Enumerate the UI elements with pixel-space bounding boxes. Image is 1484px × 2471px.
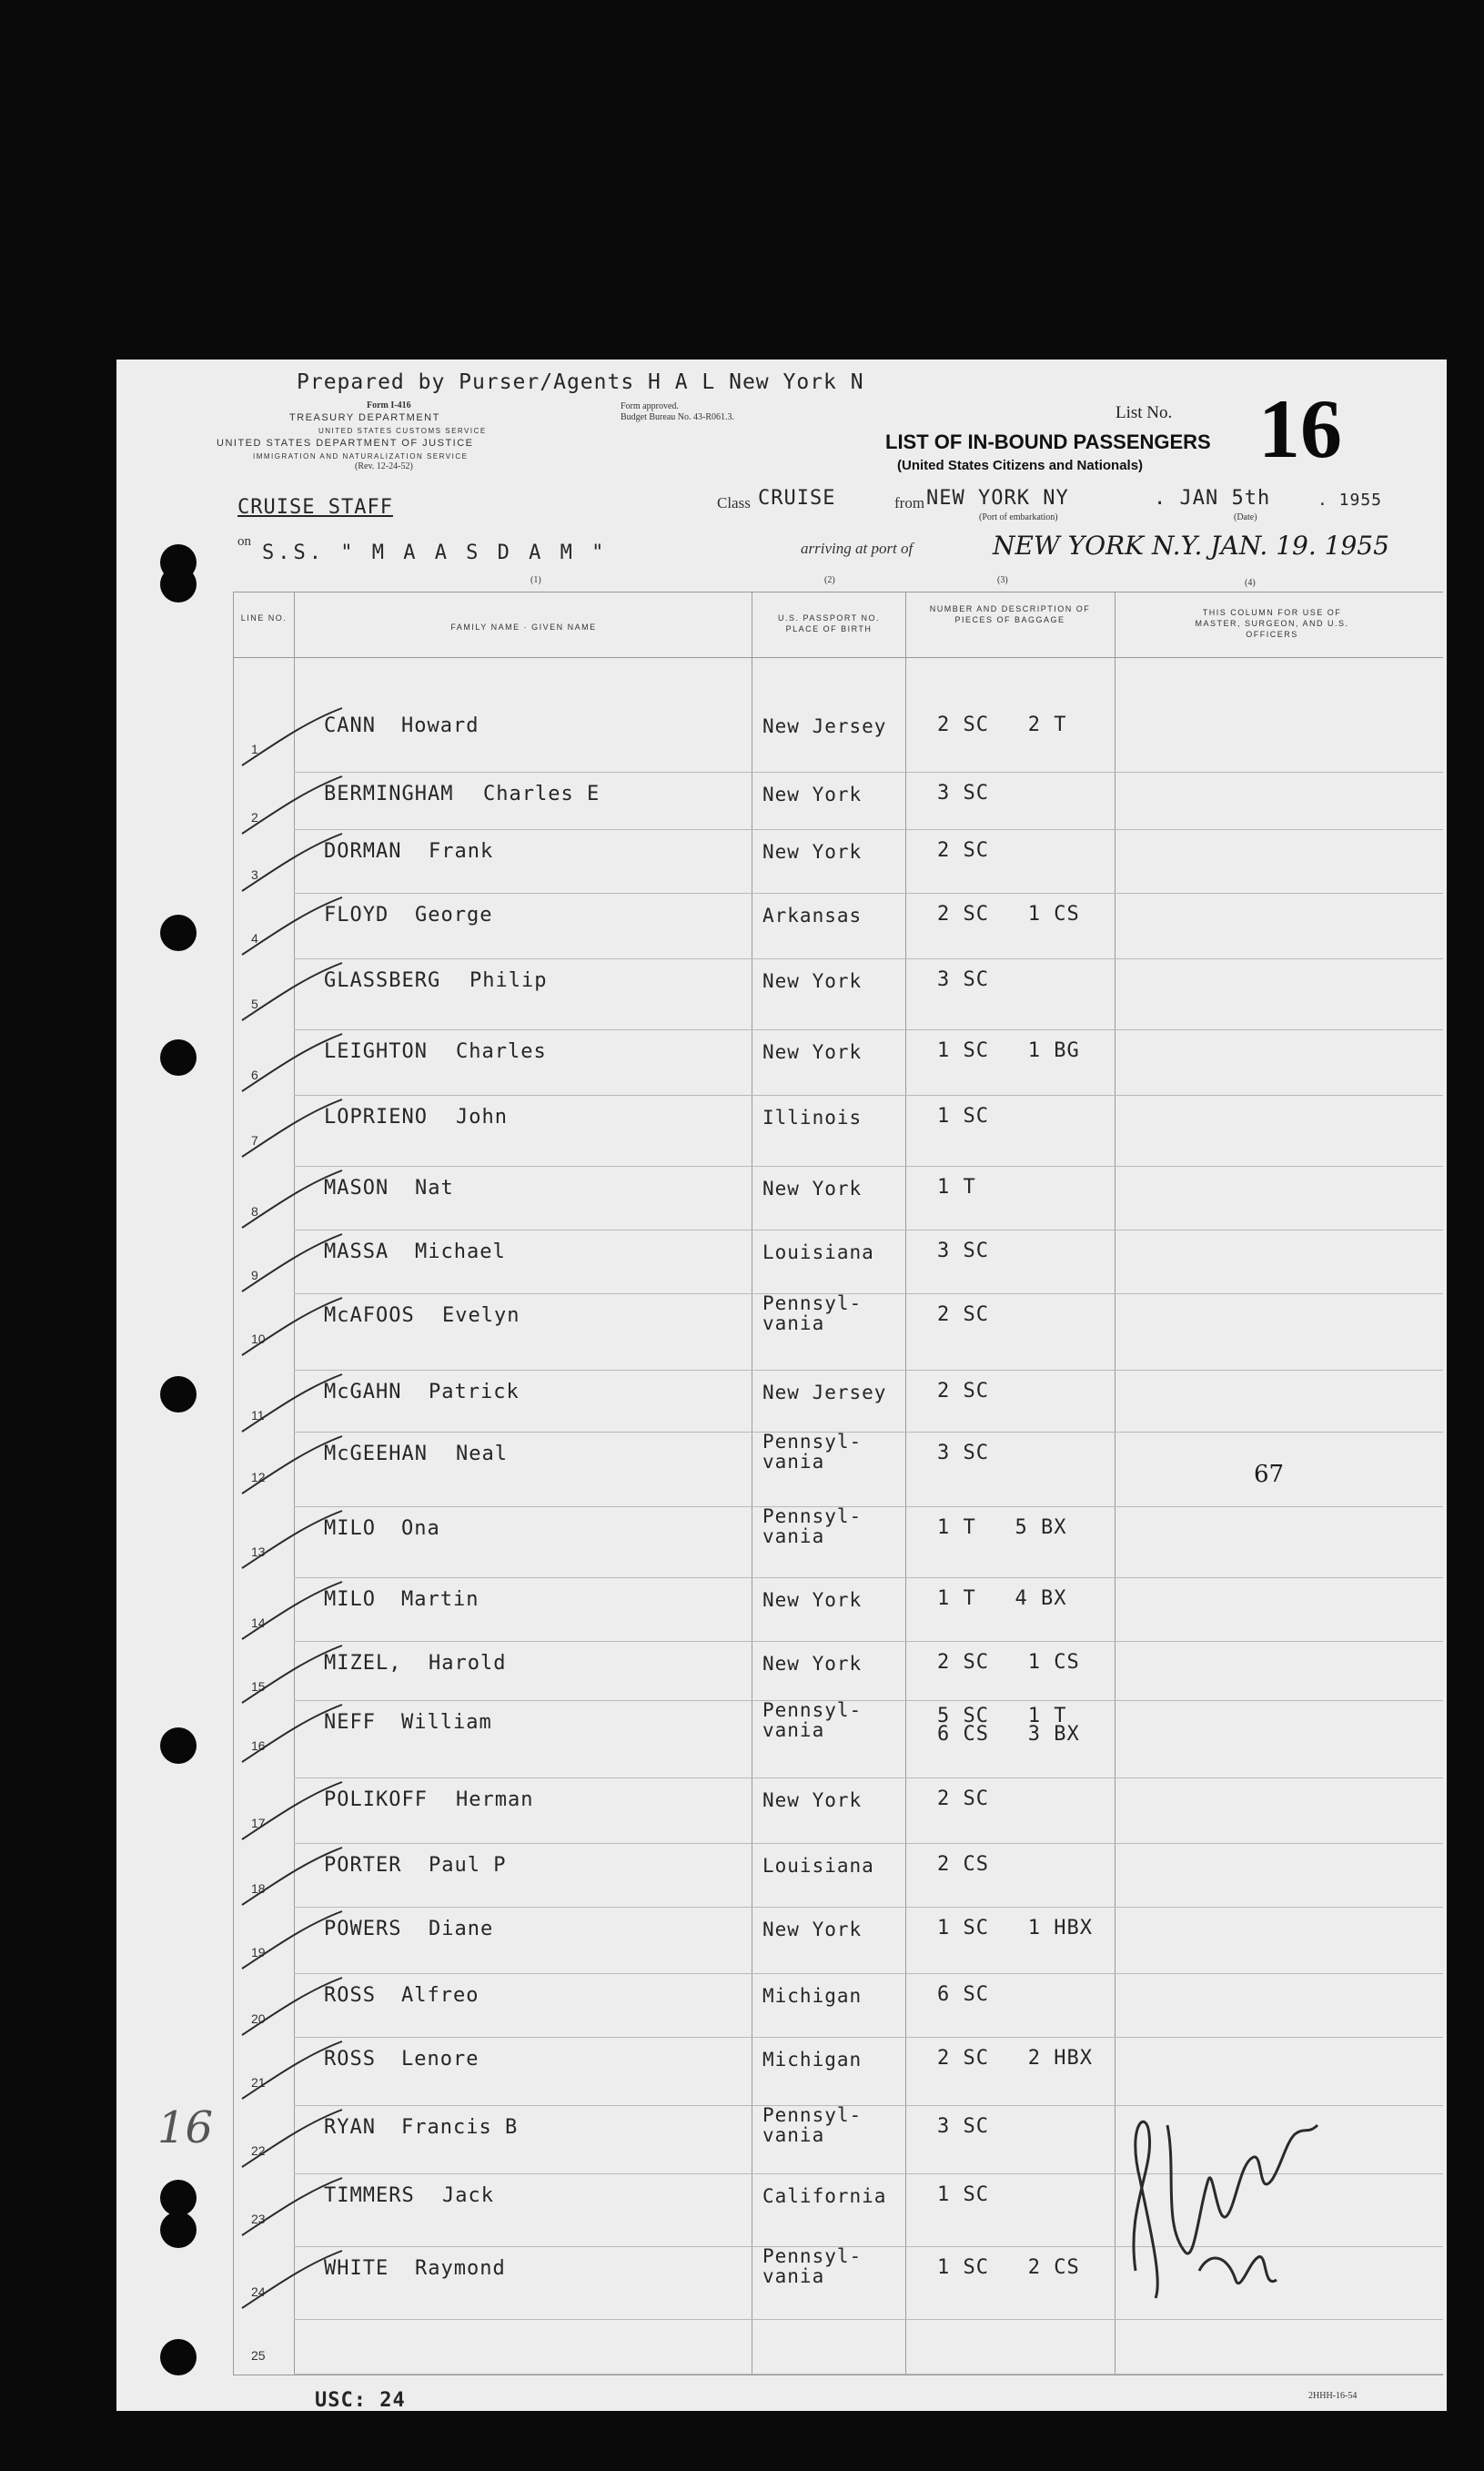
- revision: (Rev. 12-24-52): [355, 461, 413, 471]
- given-name: William: [401, 1711, 492, 1734]
- line-number: 25: [251, 2348, 266, 2363]
- check-mark: [242, 1436, 342, 1494]
- baggage: 2 CS: [937, 1853, 989, 1876]
- check-mark: [242, 963, 342, 1020]
- place-of-birth: Illinois: [762, 1107, 863, 1129]
- customs-service: UNITED STATES CUSTOMS SERVICE: [318, 427, 487, 435]
- check-mark: [242, 2178, 342, 2235]
- place-of-birth: Michigan: [762, 2049, 863, 2071]
- baggage: 2 SC: [937, 839, 989, 862]
- check-mark: [242, 1170, 342, 1228]
- signature: [1099, 2071, 1336, 2316]
- check-mark: [242, 1298, 342, 1355]
- punch-hole: [160, 1727, 197, 1764]
- line-number: 9: [251, 1268, 258, 1282]
- line-number: 17: [251, 1816, 266, 1830]
- officer-mark: 67: [1254, 1461, 1285, 1488]
- line-number: 22: [251, 2143, 266, 2158]
- baggage: 2 SC: [937, 1380, 989, 1403]
- line-number: 20: [251, 2011, 266, 2026]
- given-name: Harold: [429, 1652, 507, 1675]
- ship-prefix: on: [237, 534, 251, 549]
- family-name: McAFOOS: [324, 1304, 415, 1327]
- baggage: 6 SC: [937, 1983, 989, 2006]
- given-name: Diane: [429, 1918, 494, 1940]
- family-name: PORTER: [324, 1854, 402, 1877]
- family-name: MASON: [324, 1177, 389, 1200]
- baggage: 2 SC 1 CS: [937, 903, 1080, 926]
- check-mark: [242, 1234, 342, 1291]
- place-of-birth: New York: [762, 784, 863, 805]
- given-name: Michael: [415, 1241, 506, 1263]
- family-name: ROSS: [324, 2048, 376, 2071]
- place-of-birth: Pennsyl- vania: [762, 1699, 863, 1741]
- line-number: 5: [251, 997, 258, 1011]
- given-name: Jack: [442, 2184, 494, 2207]
- cruise-staff: CRUISE STAFF: [237, 496, 393, 519]
- punch-hole: [160, 566, 197, 603]
- line-number: 19: [251, 1945, 266, 1960]
- usc-total: USC: 24: [315, 2389, 406, 2411]
- check-mark: [242, 1978, 342, 2035]
- col-header-baggage: NUMBER AND DESCRIPTION OF PIECES OF BAGGAGE: [929, 604, 1091, 624]
- family-name: LEIGHTON: [324, 1040, 428, 1063]
- check-mark: [242, 834, 342, 891]
- immigration-service: IMMIGRATION AND NATURALIZATION SERVICE: [253, 452, 469, 461]
- place-of-birth: Arkansas: [762, 905, 863, 927]
- baggage: 5 SC 1 T 6 CS 3 BX: [937, 1705, 1080, 1746]
- place-of-birth: Louisiana: [762, 1241, 874, 1263]
- given-name: John: [456, 1106, 508, 1129]
- baggage: 3 SC: [937, 968, 989, 991]
- check-mark: [242, 1911, 342, 1969]
- check-mark: [242, 1782, 342, 1839]
- place-of-birth: New York: [762, 970, 863, 992]
- check-mark: [242, 1099, 342, 1157]
- justice-department: UNITED STATES DEPARTMENT OF JUSTICE: [217, 438, 474, 449]
- given-name: Raymond: [415, 2257, 506, 2280]
- family-name: DORMAN: [324, 840, 402, 863]
- place-of-birth: New York: [762, 841, 863, 863]
- family-name: McGAHN: [324, 1381, 402, 1403]
- punch-hole: [160, 2180, 197, 2216]
- family-name: TIMMERS: [324, 2184, 415, 2207]
- place-of-birth: Pennsyl- vania: [762, 1292, 863, 1334]
- form-number: Form I-416: [367, 400, 411, 410]
- punch-hole: [160, 1376, 197, 1413]
- baggage: 2 SC 1 CS: [937, 1651, 1080, 1674]
- baggage: 1 SC: [937, 2183, 989, 2206]
- line-number: 7: [251, 1133, 258, 1148]
- place-of-birth: New Jersey: [762, 715, 887, 737]
- given-name: Paul P: [429, 1854, 507, 1877]
- caption-1: (1): [530, 575, 541, 585]
- family-name: CANN: [324, 714, 376, 737]
- baggage: 3 SC: [937, 1442, 989, 1464]
- check-mark: [242, 897, 342, 955]
- caption-3: (3): [997, 575, 1008, 585]
- manifest-subtitle: (United States Citizens and Nationals): [897, 458, 1144, 473]
- from-value: NEW YORK NY: [926, 487, 1069, 510]
- treasury-department: TREASURY DEPARTMENT: [289, 412, 440, 423]
- col-header-name: FAMILY NAME · GIVEN NAME: [450, 623, 597, 632]
- check-mark: [242, 1848, 342, 1905]
- family-name: MILO: [324, 1588, 376, 1611]
- baggage: 1 SC 1 HBX: [937, 1917, 1093, 1939]
- place-of-birth: Michigan: [762, 1985, 863, 2007]
- family-name: ROSS: [324, 1984, 376, 2007]
- check-mark: [242, 776, 342, 834]
- manifest-page: [116, 360, 1447, 2411]
- given-name: Ona: [401, 1517, 440, 1540]
- line-number: 4: [251, 931, 258, 946]
- caption-4: (4): [1245, 578, 1256, 588]
- place-of-birth: New York: [762, 1589, 863, 1611]
- class-label: Class: [717, 494, 751, 511]
- punch-hole: [160, 915, 197, 951]
- place-of-birth: Pennsyl- vania: [762, 1431, 863, 1473]
- family-name: RYAN: [324, 2116, 376, 2139]
- given-name: Philip: [469, 969, 548, 992]
- place-of-birth: New York: [762, 1789, 863, 1811]
- baggage: 1 T: [937, 1176, 976, 1199]
- punch-hole: [160, 2212, 197, 2248]
- col-header-officers: THIS COLUMN FOR USE OF MASTER, SURGEON, AND U.S. OFFICERS: [1195, 608, 1349, 639]
- baggage: 2 SC 2 HBX: [937, 2047, 1093, 2070]
- family-name: GLASSBERG: [324, 969, 441, 992]
- check-mark: [242, 1705, 342, 1762]
- form-approved: Form approved.: [621, 401, 679, 411]
- line-number: 10: [251, 1332, 266, 1346]
- place-of-birth: New York: [762, 1653, 863, 1675]
- given-name: Evelyn: [442, 1304, 520, 1327]
- given-name: Lenore: [401, 2048, 480, 2071]
- check-mark: [242, 1034, 342, 1091]
- class-value: CRUISE: [758, 487, 836, 510]
- check-mark: [242, 1646, 342, 1703]
- family-name: POWERS: [324, 1918, 402, 1940]
- baggage: 1 SC: [937, 1105, 989, 1128]
- check-mark: [242, 708, 342, 765]
- baggage: 2 SC: [937, 1303, 989, 1326]
- line-number: 23: [251, 2212, 266, 2226]
- col-header-passport: U.S. PASSPORT NO. PLACE OF BIRTH: [777, 613, 881, 633]
- given-name: Nat: [415, 1177, 454, 1200]
- given-name: Herman: [456, 1788, 534, 1811]
- line-number: 12: [251, 1470, 266, 1484]
- baggage: 2 SC 2 T: [937, 714, 1067, 736]
- punch-hole: [160, 1039, 197, 1076]
- line-number: 21: [251, 2075, 266, 2090]
- check-mark: [242, 1511, 342, 1568]
- check-mark: [242, 1582, 342, 1639]
- baggage: 1 SC 2 CS: [937, 2256, 1080, 2279]
- line-number: 8: [251, 1204, 258, 1219]
- port-caption: (Port of embarkation): [979, 512, 1058, 522]
- list-no-label: List No.: [1116, 403, 1173, 422]
- check-mark: [242, 2041, 342, 2099]
- baggage: 1 T 5 BX: [937, 1516, 1067, 1539]
- family-name: MILO: [324, 1517, 376, 1540]
- family-name: WHITE: [324, 2257, 389, 2280]
- arrival-port-date: NEW YORK N.Y. JAN. 19. 1955: [993, 531, 1389, 561]
- baggage: 3 SC: [937, 782, 989, 805]
- family-name: MIZEL,: [324, 1652, 402, 1675]
- given-name: Neal: [456, 1443, 508, 1465]
- given-name: Howard: [401, 714, 480, 737]
- given-name: Martin: [401, 1588, 480, 1611]
- given-name: Francis B: [401, 2116, 519, 2139]
- prepared-by: Prepared by Purser/Agents H A L New York N: [297, 370, 864, 394]
- given-name: George: [415, 904, 493, 927]
- place-of-birth: Pennsyl- vania: [762, 2245, 863, 2287]
- place-of-birth: New York: [762, 1041, 863, 1063]
- check-mark: [242, 2251, 342, 2308]
- line-number: 24: [251, 2284, 266, 2299]
- baggage: 1 T 4 BX: [937, 1587, 1067, 1610]
- place-of-birth: Pennsyl- vania: [762, 2104, 863, 2146]
- date-caption: (Date): [1234, 512, 1257, 522]
- line-number: 13: [251, 1544, 266, 1559]
- given-name: Charles E: [483, 783, 601, 805]
- form-code: 2HHH-16-54: [1308, 2391, 1358, 2401]
- place-of-birth: Pennsyl- vania: [762, 1505, 863, 1547]
- line-number: 2: [251, 810, 258, 825]
- family-name: LOPRIENO: [324, 1106, 428, 1129]
- place-of-birth: Louisiana: [762, 1855, 874, 1877]
- list-number: 16: [1258, 382, 1342, 475]
- line-number: 14: [251, 1615, 266, 1630]
- given-name: Patrick: [429, 1381, 520, 1403]
- line-number: 3: [251, 867, 258, 882]
- family-name: MASSA: [324, 1241, 389, 1263]
- check-mark: [242, 1374, 342, 1432]
- given-name: Alfreo: [401, 1984, 480, 2007]
- line-number: 6: [251, 1068, 258, 1082]
- line-number: 15: [251, 1679, 266, 1694]
- baggage: 1 SC 1 BG: [937, 1039, 1080, 1062]
- year-value: . 1955: [1317, 491, 1383, 510]
- ship-name: S.S. " M A A S D A M ": [262, 542, 608, 564]
- family-name: NEFF: [324, 1711, 376, 1734]
- line-number: 11: [251, 1408, 265, 1423]
- col-header-line: LINE NO.: [240, 613, 288, 623]
- caption-2: (2): [824, 575, 835, 585]
- manifest-title: LIST OF IN-BOUND PASSENGERS: [885, 430, 1211, 453]
- date-value: . JAN 5th: [1154, 487, 1271, 510]
- line-number: 16: [251, 1738, 266, 1753]
- place-of-birth: California: [762, 2185, 887, 2207]
- baggage: 3 SC: [937, 2115, 989, 2138]
- place-of-birth: New Jersey: [762, 1382, 887, 1403]
- given-name: Charles: [456, 1040, 547, 1063]
- family-name: POLIKOFF: [324, 1788, 428, 1811]
- check-mark: [242, 2110, 342, 2167]
- line-number: 1: [251, 742, 258, 756]
- baggage: 2 SC: [937, 1787, 989, 1810]
- place-of-birth: New York: [762, 1919, 863, 1940]
- family-name: McGEEHAN: [324, 1443, 428, 1465]
- arriving-label: arriving at port of: [801, 540, 914, 557]
- family-name: BERMINGHAM: [324, 783, 454, 805]
- family-name: FLOYD: [324, 904, 389, 927]
- budget-bureau: Budget Bureau No. 43-R061.3.: [621, 412, 734, 422]
- baggage: 3 SC: [937, 1240, 989, 1262]
- from-label: from: [894, 494, 925, 511]
- given-name: Frank: [429, 840, 494, 863]
- punch-hole: [160, 2339, 197, 2375]
- margin-number: 16: [157, 2102, 214, 2153]
- place-of-birth: New York: [762, 1178, 863, 1200]
- line-number: 18: [251, 1881, 266, 1896]
